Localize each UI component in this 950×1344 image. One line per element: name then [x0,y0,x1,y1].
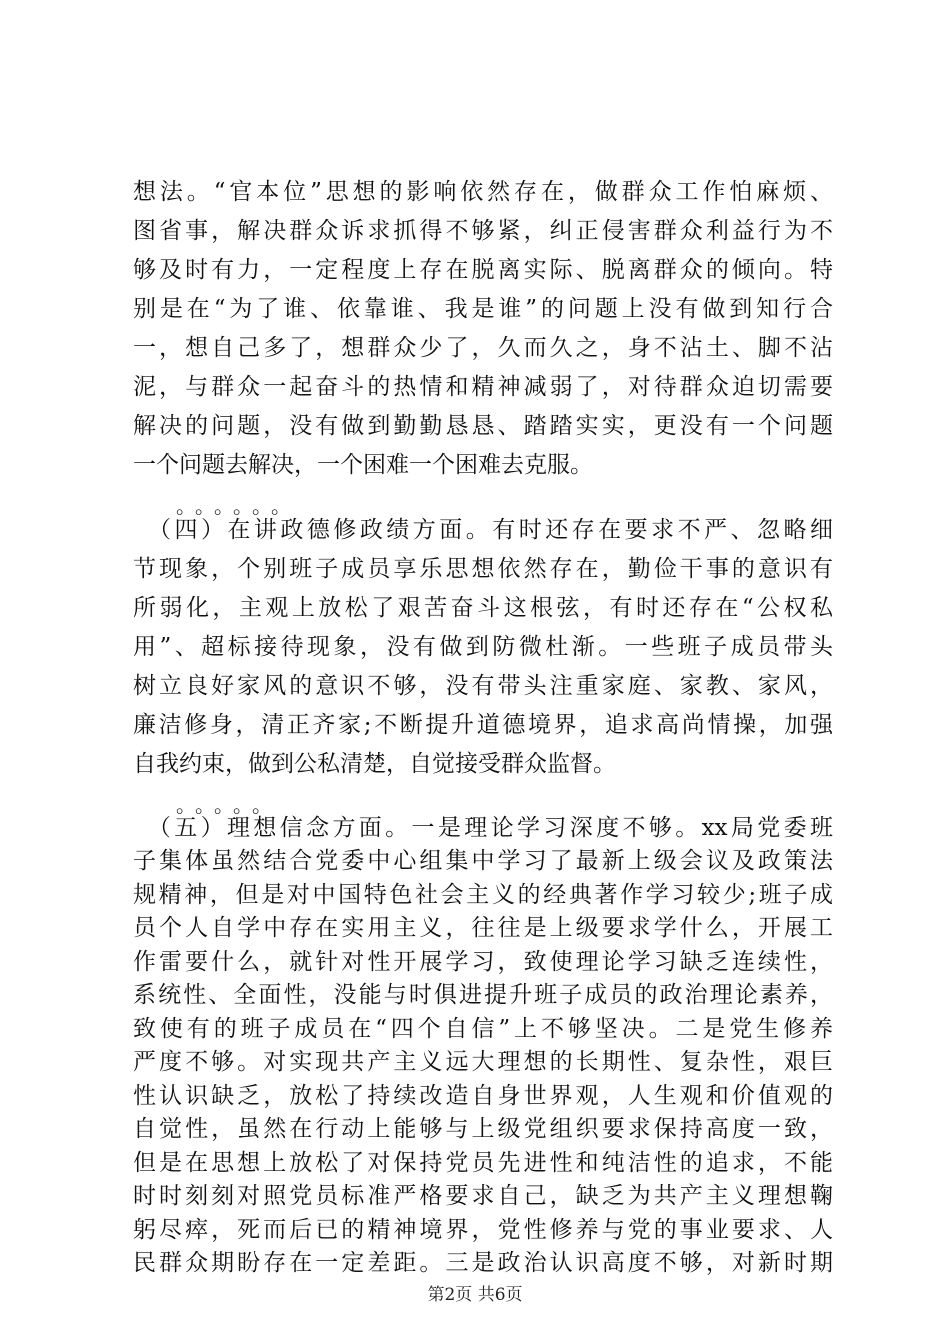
text-line: 图省事，解决群众诉求抓得不够紧，纠正侵害群众利益行为不 [133,218,833,244]
text-line: 所弱化，主观上放松了艰苦奋斗这根弦，有时还存在“公权私 [133,595,833,621]
text-line: 树立良好家风的意识不够，没有带头注重家庭、家教、家风， [133,673,833,699]
text-line: 子集体虽然结合党委中心组集中学习了最新上级会议及政策法 [133,848,833,874]
text-line: 严度不够。对实现共产主义远大理想的长期性、复杂性，艰巨 [133,1049,833,1075]
text-line: 用”、超标接待现象，没有做到防微杜渐。一些班子成员带头 [133,634,833,660]
text-line: （四）在讲政德修政绩方面。有时还存在要求不严、忽略细 [133,517,833,543]
text-line: 节现象，个别班子成员享乐思想依然存在，勤俭干事的意识有 [133,556,833,582]
text-line: 别是在“为了谁、依靠谁、我是谁”的问题上没有做到知行合 [133,296,833,322]
text-line: 解决的问题，没有做到勤勤恳恳、踏踏实实，更没有一个问题 [133,413,833,439]
text-line: 躬尽瘁，死而后已的精神境界，党性修养与党的事业要求、人 [133,1217,833,1243]
text-line: 一，想自己多了，想群众少了，久而久之，身不沾土、脚不沾 [133,335,833,361]
text-line: 时时刻刻对照党员标准严格要求自己，缺乏为共产主义理想鞠 [133,1183,833,1209]
text-line: 一个问题去解决，一个困难一个困难去克服。 [133,452,593,478]
separator-dots: 。。。。。 [176,793,281,817]
text-line: 但是在思想上放松了对保持党员先进性和纯洁性的追求，不能 [133,1150,833,1176]
text-line: 自我约束，做到公私清楚，自觉接受群众监督。 [133,751,616,777]
text-line: （五）理想信念方面。一是理论学习深度不够。xx局党委班 [133,815,833,841]
separator-dots: 。。。。。。 [176,494,300,518]
text-line: 够及时有力，一定程度上存在脱离实际、脱离群众的倾向。特 [133,257,833,283]
text-line: 民群众期盼存在一定差距。三是政治认识高度不够，对新时期 [133,1250,833,1276]
text-line: 规精神，但是对中国特色社会主义的经典著作学习较少;班子成 [133,882,833,908]
text-line: 自觉性，虽然在行动上能够与上级党组织要求保持高度一致， [133,1116,833,1142]
text-line: 想法。“官本位”思想的影响依然存在，做群众工作怕麻烦、 [133,179,833,205]
page-footer: 第2页 共6页 [427,1285,523,1305]
text-line: 性认识缺乏，放松了持续改造自身世界观，人生观和价值观的 [133,1083,833,1109]
text-line: 泥，与群众一起奋斗的热情和精神减弱了，对待群众迫切需要 [133,374,833,400]
text-line: 致使有的班子成员在“四个自信”上不够坚决。二是党生修养 [133,1016,833,1042]
text-line: 廉洁修身，清正齐家;不断提升道德境界，追求高尚情操，加强 [133,712,833,738]
text-line: 系统性、全面性，没能与时俱进提升班子成员的政治理论素养， [133,982,833,1008]
text-line: 员个人自学中存在实用主义，往往是上级要求学什么，开展工 [133,915,833,941]
text-line: 作雷要什么，就针对性开展学习，致使理论学习缺乏连续性， [133,949,833,975]
